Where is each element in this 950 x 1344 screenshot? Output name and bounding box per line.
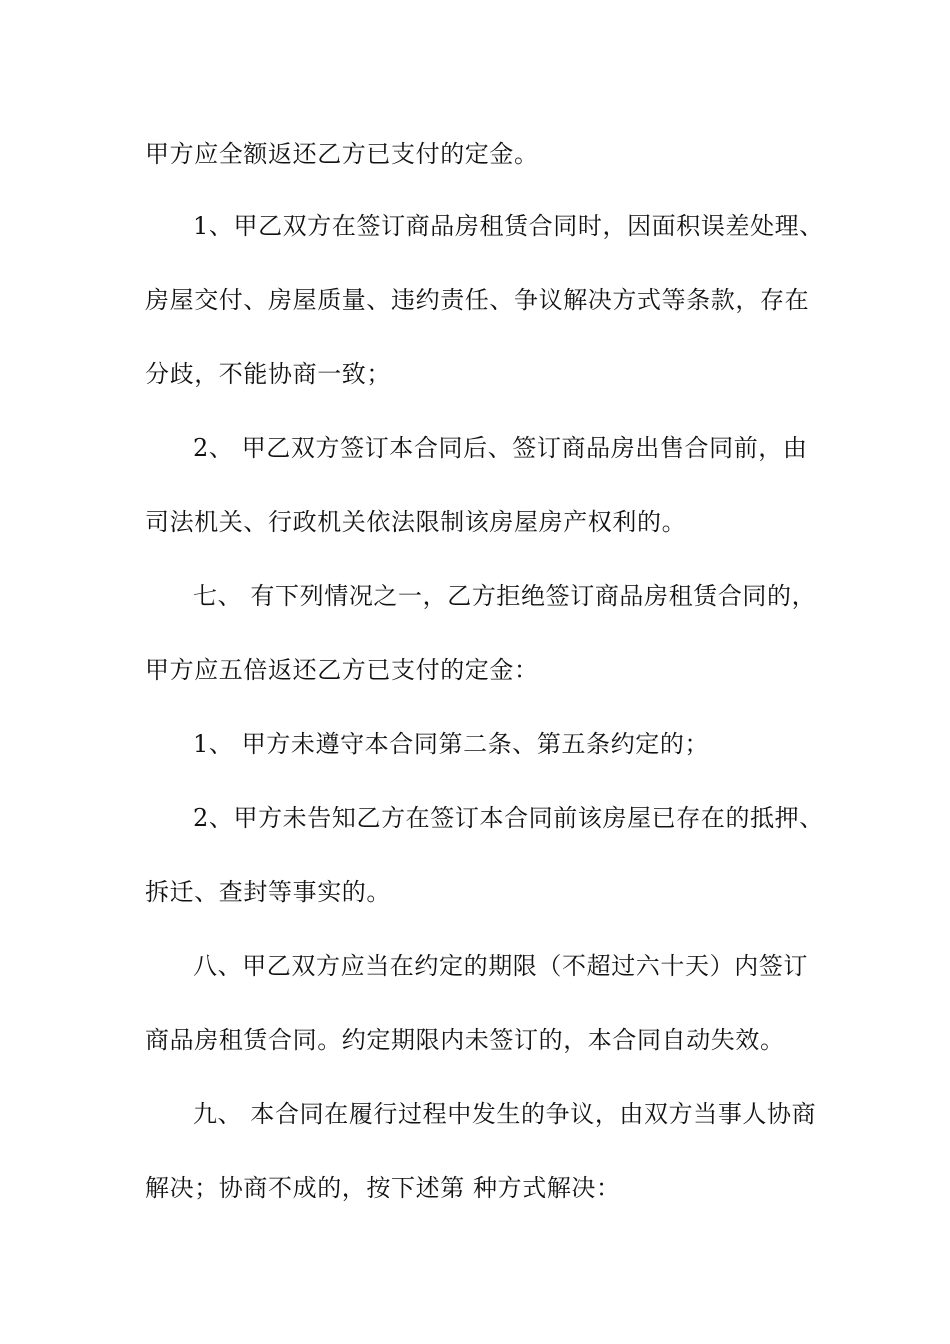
text-line-1: 甲方应全额返还乙方已支付的定金。 bbox=[145, 140, 539, 168]
text-line-15: 解决；协商不成的，按下述第 种方式解决： bbox=[145, 1174, 621, 1202]
text-line-7: 七、 有下列情况之一，乙方拒绝签订商品房租赁合同的， bbox=[193, 582, 817, 610]
text-line-5: 2、 甲乙双方签订本合同后、签订商品房出售合同前，由 bbox=[193, 434, 808, 462]
text-line-6: 司法机关、行政机关依法限制该房屋房产权利的。 bbox=[145, 508, 687, 536]
text-line-13: 商品房租赁合同。约定期限内未签订的，本合同自动失效。 bbox=[145, 1026, 785, 1054]
text-line-11: 拆迁、查封等事实的。 bbox=[145, 878, 391, 906]
text-line-2: 1、甲乙双方在签订商品房租赁合同时，因面积误差处理、 bbox=[193, 212, 824, 240]
text-line-3: 房屋交付、房屋质量、违约责任、争议解决方式等条款，存在 bbox=[145, 286, 810, 314]
text-line-12: 八、甲乙双方应当在约定的期限（不超过六十天）内签订 bbox=[193, 952, 808, 980]
text-line-9: 1、 甲方未遵守本合同第二条、第五条约定的； bbox=[193, 730, 710, 758]
text-line-10: 2、甲方未告知乙方在签订本合同前该房屋已存在的抵押、 bbox=[193, 804, 824, 832]
text-line-4: 分歧，不能协商一致； bbox=[145, 360, 391, 388]
text-line-14: 九、 本合同在履行过程中发生的争议，由双方当事人协商 bbox=[193, 1100, 817, 1128]
text-line-8: 甲方应五倍返还乙方已支付的定金： bbox=[145, 656, 539, 684]
